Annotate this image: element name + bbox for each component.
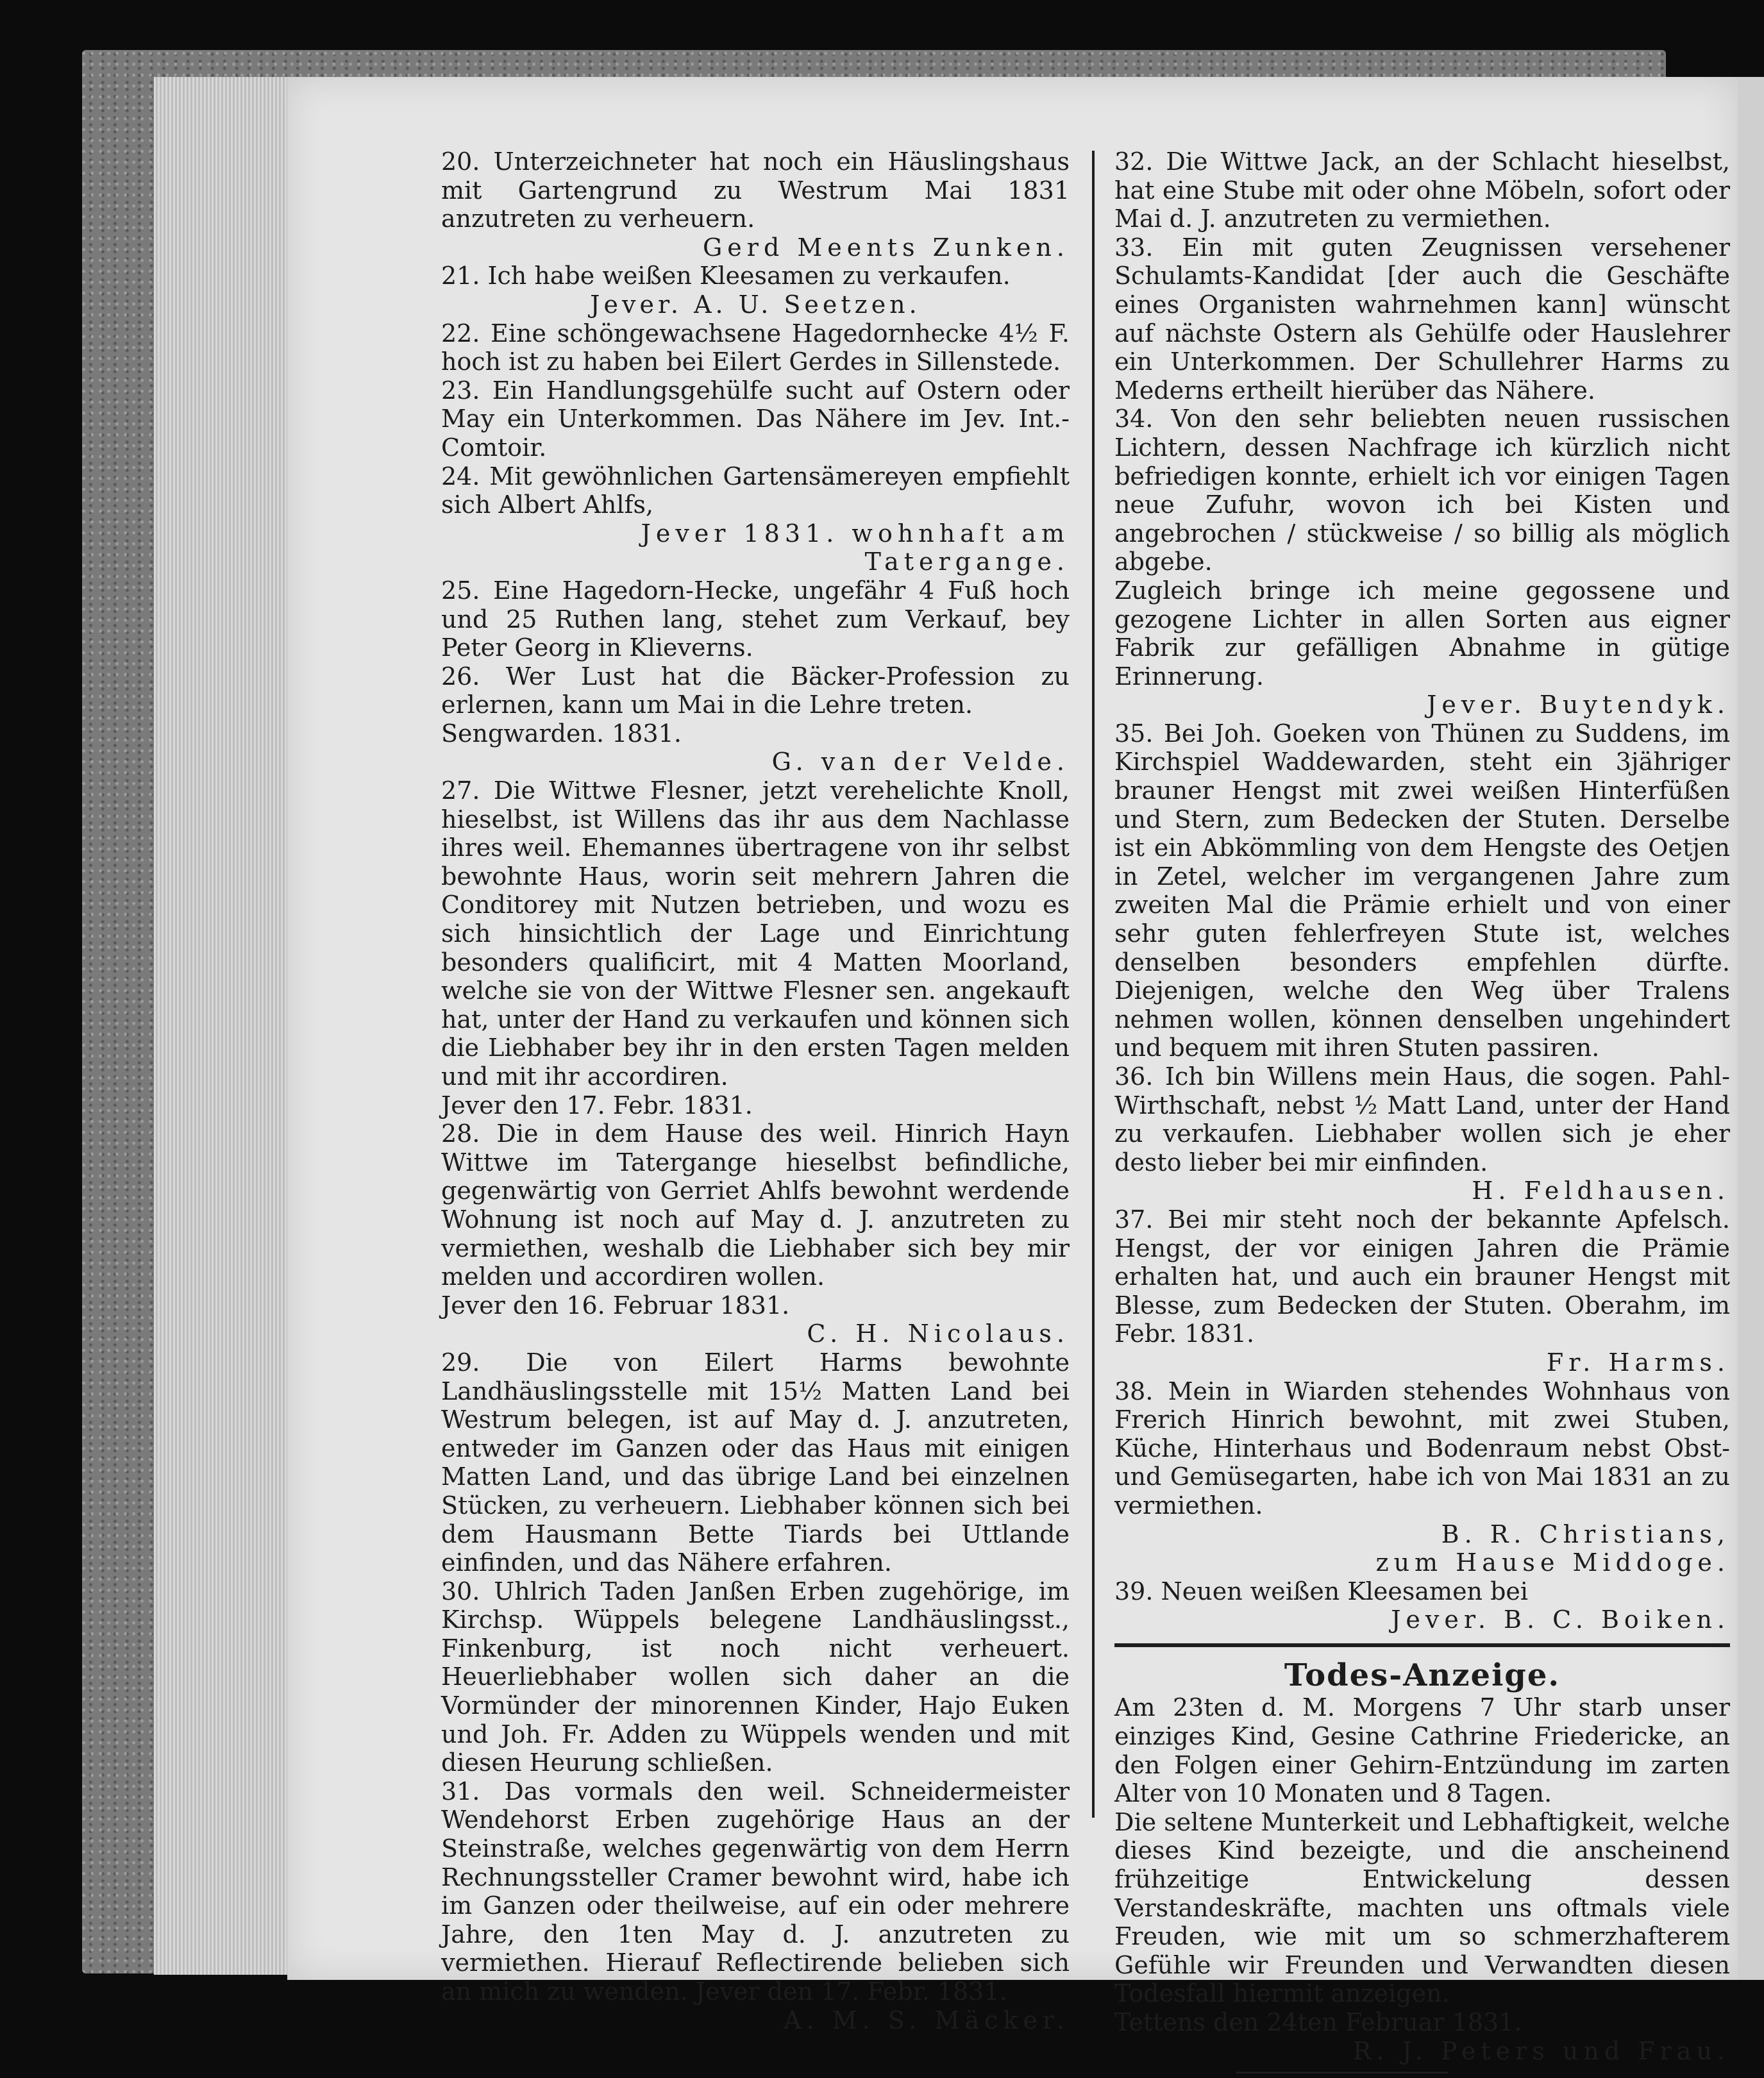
ad-35: 35. Bei Joh. Goeken von Thünen zu Suddens, im Kirchspiel Waddewarden, steht ein 3jähriger brauner Hengst mit zwei weißen Hinterfüßen und Stern, zum Bedecken der Stuten. Derselbe ist ein Abkömmling von dem Hengste des Oetjen in Zetel, welcher im vergangenen Jahre zum zweiten Mal die Prämie erhielt und von einer sehr guten fehlerfreyen Stute ist, welches denselben besonders empfehlen dürfte. Diejenigen, welche den Weg über Tralens nehmen wollen, können denselben ungehindert und bequem mit ihren Stuten passiren. <box>1114 719 1730 1062</box>
section-rule <box>1114 1643 1730 1647</box>
death-notice-signature: R. J. Peters und Frau. <box>1352 2036 1730 2065</box>
ad-39: 39. Neuen weißen Kleesamen bei <box>1114 1577 1529 1605</box>
death-notice-heading: Todes-Anzeige. <box>1284 1657 1561 1693</box>
facing-page-edge <box>1738 77 1764 1980</box>
ad-37: 37. Bei mir steht noch der bekannte Apfelsch. Hengst, der vor einigen Jahren die Prämie erhalten hat, und auch ein brauner Hengst mit Blesse, zum Bedecken der Stuten. Oberahm, im Febr. 1831. <box>1114 1205 1730 1348</box>
ad-20: 20. Unterzeichneter hat noch ein Häuslingshaus mit Gartengrund zu Westrum Mai 1831 anzutreten zu verheuern. <box>441 147 1070 233</box>
ad-26-place: Sengwarden. 1831. <box>441 719 682 748</box>
ad-34-continued: Zugleich bringe ich meine gegossene und gezogene Lichter in allen Sorten aus eigner Fabrik zur gefälligen Abnahme in gütige Erinnerung. <box>1114 576 1730 691</box>
ad-27-date: Jever den 17. Febr. 1831. <box>441 1091 753 1119</box>
ad-26: 26. Wer Lust hat die Bäcker-Profession zu erlernen, kann um Mai in die Lehre treten. <box>441 662 1070 719</box>
page-edges <box>154 77 289 1975</box>
ad-31: 31. Das vormals den weil. Schneidermeister Wendehorst Erben zugehörige Haus an der Steinstraße, welches gegenwärtig von dem Herrn Rechnungssteller Cramer bewohnt wird, habe ich im Ganzen oder theilweise, auf ein oder mehrere Jahre, den 1ten May d. J. anzutreten zu vermiethen. Hierauf Reflectirende belieben sich an mich zu wenden. Jever den 17. Febr. 1831. <box>441 1777 1070 2006</box>
ad-34: 34. Von den sehr beliebten neuen russischen Lichtern, dessen Nachfrage ich kürzlich nicht befriedigen konnte, erhielt ich vor einigen Tagen neue Zufuhr, wovon ich bei Kisten und angebrochen / stückweise / so billig als möglich abgebe. <box>1114 405 1730 576</box>
ad-32: 32. Die Wittwe Jack, an der Schlacht hieselbst, hat eine Stube mit oder ohne Möbeln, sofort oder Mai d. J. anzutreten zu vermiethen. <box>1114 147 1730 233</box>
ad-36-signature: H. Feldhausen. <box>1472 1177 1730 1205</box>
closing-rule <box>1236 2072 1448 2074</box>
ad-20-signature: Gerd Meents Zunken. <box>702 233 1070 262</box>
ad-31-signature: A. M. S. Mäcker. <box>784 2006 1070 2034</box>
ad-25: 25. Eine Hagedorn-Hecke, ungefähr 4 Fuß hoch und 25 Ruthen lang, stehet zum Verkauf, bey Peter Georg in Klieverns. <box>441 576 1070 662</box>
ad-28-date: Jever den 16. Februar 1831. <box>441 1291 790 1320</box>
death-notice-paragraph-1: Am 23ten d. M. Morgens 7 Uhr starb unser einziges Kind, Gesine Cathrine Friedericke, an den Folgen einer Gehirn-Entzündung im zarten Alter von 10 Monaten und 8 Tagen. <box>1114 1693 1730 1808</box>
ad-36: 36. Ich bin Willens mein Haus, die sogen. Pahl-Wirthschaft, nebst ½ Matt Land, unter der Hand zu verkaufen. Liebhaber wollen sich je eher desto lieber bei mir einfinden. <box>1114 1062 1730 1177</box>
left-column <box>441 147 1070 2034</box>
ad-37-signature: Fr. Harms. <box>1546 1348 1730 1377</box>
right-column <box>1114 147 1730 2074</box>
ad-38-signature: B. R. Christians, <box>1441 1520 1730 1548</box>
ad-28: 28. Die in dem Hause des weil. Hinrich Hayn Wittwe im Tatergange hieselbst befindliche, gegenwärtig von Gerriet Ahlfs bewohnt werdende Wohnung ist noch auf May d. J. anzutreten zu vermiethen, weshalb die Liebhaber sich bey mir melden und accordiren wollen. <box>441 1119 1070 1291</box>
ad-33: 33. Ein mit guten Zeugnissen versehener Schulamts-Kandidat [der auch die Geschäfte eines Organisten wahrnehmen kann] wünscht auf nächste Ostern als Gehülfe oder Hauslehrer ein Unterkommen. Der Schullehrer Harms zu Mederns ertheilt hierüber das Nähere. <box>1114 233 1730 405</box>
newspaper-page <box>287 77 1738 2065</box>
ad-34-signature: Jever. Buytendyk. <box>1427 691 1730 719</box>
ad-26-signature: G. van der Velde. <box>771 748 1070 776</box>
ad-38-signature-2: zum Hause Middoge. <box>1375 1548 1730 1577</box>
ad-27: 27. Die Wittwe Flesner, jetzt verehelichte Knoll, hieselbst, ist Willens das ihr aus dem Nachlasse ihres weil. Ehemannes übertragene von ihr selbst bewohnte Haus, worin seit mehrern Jahren die Conditorey mit Nutzen betrieben, und wozu es sich hinsichtlich der Lage und Einrichtung besonders qualificirt, mit 4 Matten Moorland, welche sie von der Wittwe Flesner sen. angekauft hat, unter der Hand zu verkaufen und können sich die Liebhaber bey ihr in den ersten Tagen melden und mit ihr accordiren. <box>441 776 1070 1091</box>
ad-39-signature: Jever. B. C. Boiken. <box>1391 1605 1730 1634</box>
death-notice-paragraph-2: Die seltene Munterkeit und Lebhaftigkeit, welche dieses Kind bezeigte, und die anscheinend frühzeitige Entwickelung dessen Verstandeskräfte, machten uns oftmals viele Freuden, wie mit um so schmerzhafterem Gefühle wir Freunden und Verwandten diesen Todesfall hiermit anzeigen. <box>1114 1807 1730 2008</box>
ad-38: 38. Mein in Wiarden stehendes Wohnhaus von Frerich Hinrich bewohnt, mit zwei Stuben, Küche, Hinterhaus und Bodenraum nebst Obst- und Gemüsegarten, habe ich von Mai 1831 an zu vermiethen. <box>1114 1377 1730 1520</box>
ad-28-signature: C. H. Nicolaus. <box>807 1320 1070 1348</box>
ad-21: 21. Ich habe weißen Kleesamen zu verkaufen. <box>441 262 1011 290</box>
ad-29: 29. Die von Eilert Harms bewohnte Landhäuslingsstelle mit 15½ Matten Land bei Westrum belegen, ist auf May d. J. anzutreten, entweder im Ganzen oder das Haus mit einigen Matten Land, und das übrige Land bei einzelnen Stücken, zu verheuern. Liebhaber können sich bei dem Hausmann Bette Tiards bei Uttlande einfinden, und das Nähere erfahren. <box>441 1348 1070 1577</box>
ad-23: 23. Ein Handlungsgehülfe sucht auf Ostern oder May ein Unterkommen. Das Nähere im Jev. Int.-Comtoir. <box>441 376 1070 462</box>
ad-24: 24. Mit gewöhnlichen Gartensämereyen empfiehlt sich Albert Ahlfs, <box>441 462 1070 519</box>
ad-24-signature: Jever 1831. wohnhaft am Tatergange. <box>641 519 1070 576</box>
column-divider <box>1092 151 1095 1818</box>
ad-22: 22. Eine schöngewachsene Hagedornhecke 4½ F. hoch ist zu haben bei Eilert Gerdes in Sillenstede. <box>441 319 1070 376</box>
ad-30: 30. Uhlrich Taden Janßen Erben zugehörige, im Kirchsp. Wüppels belegene Landhäuslingsst., Finkenburg, ist noch nicht verheuert. Heuerliebhaber wollen sich daher an die Vormünder der minorennen Kinder, Hajo Euken und Joh. Fr. Adden zu Wüppels wenden und mit diesen Heurung schließen. <box>441 1577 1070 1777</box>
ad-21-signature: Jever. A. U. Seetzen. <box>590 290 921 319</box>
death-notice-date: Tettens den 24ten Februar 1831. <box>1114 2008 1522 2036</box>
